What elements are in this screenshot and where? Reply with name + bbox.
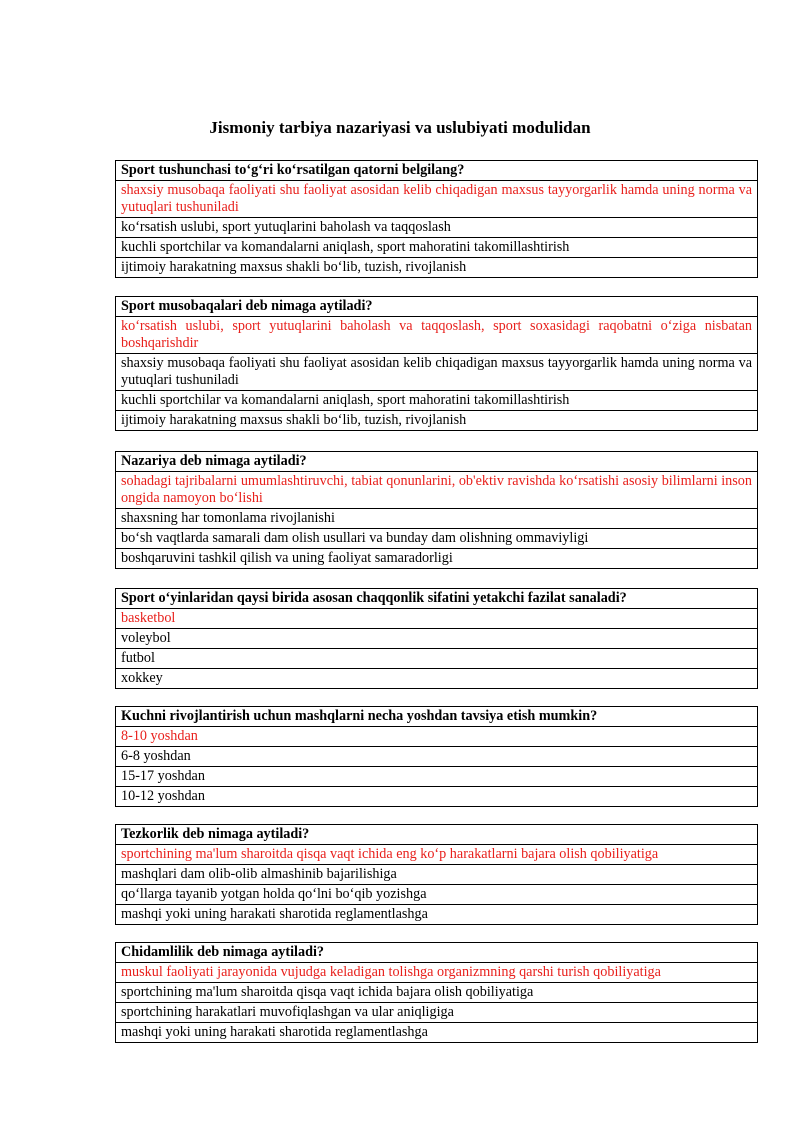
- question-table: [115, 706, 758, 807]
- answer-option: sportchining ma'lum sharoitda qisqa vaqt ichida bajara olish qobiliyatiga: [116, 983, 758, 1003]
- question-table: [115, 588, 758, 689]
- answer-option: mashqi yoki uning harakati sharotida reglamentlashga: [116, 1023, 758, 1043]
- answer-option: sportchining harakatlari muvofiqlashgan va ular aniqligiga: [116, 1003, 758, 1023]
- answer-option: shaxsiy musobaqa faoliyati shu faoliyat asosidan kelib chiqadigan maxsus tayyorgarlik hamda uning norma va yutuqlari tushuniladi: [116, 354, 758, 391]
- question-table: [115, 942, 758, 1043]
- question-table: [115, 824, 758, 925]
- answer-option: ko‘rsatish uslubi, sport yutuqlarini baholash va taqqoslash: [116, 218, 758, 238]
- answer-option: mashqlari dam olib-olib almashinib bajarilishiga: [116, 865, 758, 885]
- answer-option: shaxsning har tomonlama rivojlanishi: [116, 509, 758, 529]
- answer-option: kuchli sportchilar va komandalarni aniqlash, sport mahoratini takomillashtirish: [116, 238, 758, 258]
- answer-option: mashqi yoki uning harakati sharotida reglamentlashga: [116, 905, 758, 925]
- answer-option: 15-17 yoshdan: [116, 767, 758, 787]
- answer-option: kuchli sportchilar va komandalarni aniqlash, sport mahoratini takomillashtirish: [116, 391, 758, 411]
- answer-option: qo‘llarga tayanib yotgan holda qo‘lni bo‘qib yozishga: [116, 885, 758, 905]
- answer-option: boshqaruvini tashkil qilish va uning faoliyat samaradorligi: [116, 549, 758, 569]
- question-table: [115, 451, 758, 569]
- answer-option: futbol: [116, 649, 758, 669]
- answer-option: xokkey: [116, 669, 758, 689]
- question-text: Sport tushunchasi to‘g‘ri ko‘rsatilgan qatorni belgilang?: [116, 161, 758, 181]
- correct-answer: 8-10 yoshdan: [116, 727, 758, 747]
- answer-option: ijtimoiy harakatning maxsus shakli bo‘lib, tuzish, rivojlanish: [116, 258, 758, 278]
- answer-option: bo‘sh vaqtlarda samarali dam olish usullari va bunday dam olishning ommaviyligi: [116, 529, 758, 549]
- correct-answer: muskul faoliyati jarayonida vujudga keladigan tolishga organizmning qarshi turish qobiliyatiga: [116, 963, 758, 983]
- question-text: Chidamlilik deb nimaga aytiladi?: [116, 943, 758, 963]
- question-text: Nazariya deb nimaga aytiladi?: [116, 452, 758, 472]
- page-title: Jismoniy tarbiya nazariyasi va uslubiyati modulidan: [209, 118, 591, 137]
- question-text: Sport musobaqalari deb nimaga aytiladi?: [116, 297, 758, 317]
- answer-option: 6-8 yoshdan: [116, 747, 758, 767]
- answer-option: ijtimoiy harakatning maxsus shakli bo‘lib, tuzish, rivojlanish: [116, 411, 758, 431]
- question-text: Tezkorlik deb nimaga aytiladi?: [116, 825, 758, 845]
- question-text: Kuchni rivojlantirish uchun mashqlarni necha yoshdan tavsiya etish mumkin?: [116, 707, 758, 727]
- question-text: Sport o‘yinlaridan qaysi birida asosan chaqqonlik sifatini yetakchi fazilat sanaladi?: [116, 589, 758, 609]
- correct-answer: sportchining ma'lum sharoitda qisqa vaqt ichida eng ko‘p harakatlarni bajara olish qobiliyatiga: [116, 845, 758, 865]
- answer-option: 10-12 yoshdan: [116, 787, 758, 807]
- correct-answer: ko‘rsatish uslubi, sport yutuqlarini baholash va taqqoslash, sport soxasidagi raqobatni o‘ziga nisbatan boshqarishdir: [116, 317, 758, 354]
- correct-answer: basketbol: [116, 609, 758, 629]
- question-table: [115, 160, 758, 278]
- correct-answer: sohadagi tajribalarni umumlashtiruvchi, tabiat qonunlarini, ob'ektiv ravishda ko‘rsatishi asosiy bilimlarni inson ongida namoyon bo‘lishi: [116, 472, 758, 509]
- question-table: [115, 296, 758, 431]
- correct-answer: shaxsiy musobaqa faoliyati shu faoliyat asosidan kelib chiqadigan maxsus tayyorgarlik hamda uning norma va yutuqlari tushuniladi: [116, 181, 758, 218]
- answer-option: voleybol: [116, 629, 758, 649]
